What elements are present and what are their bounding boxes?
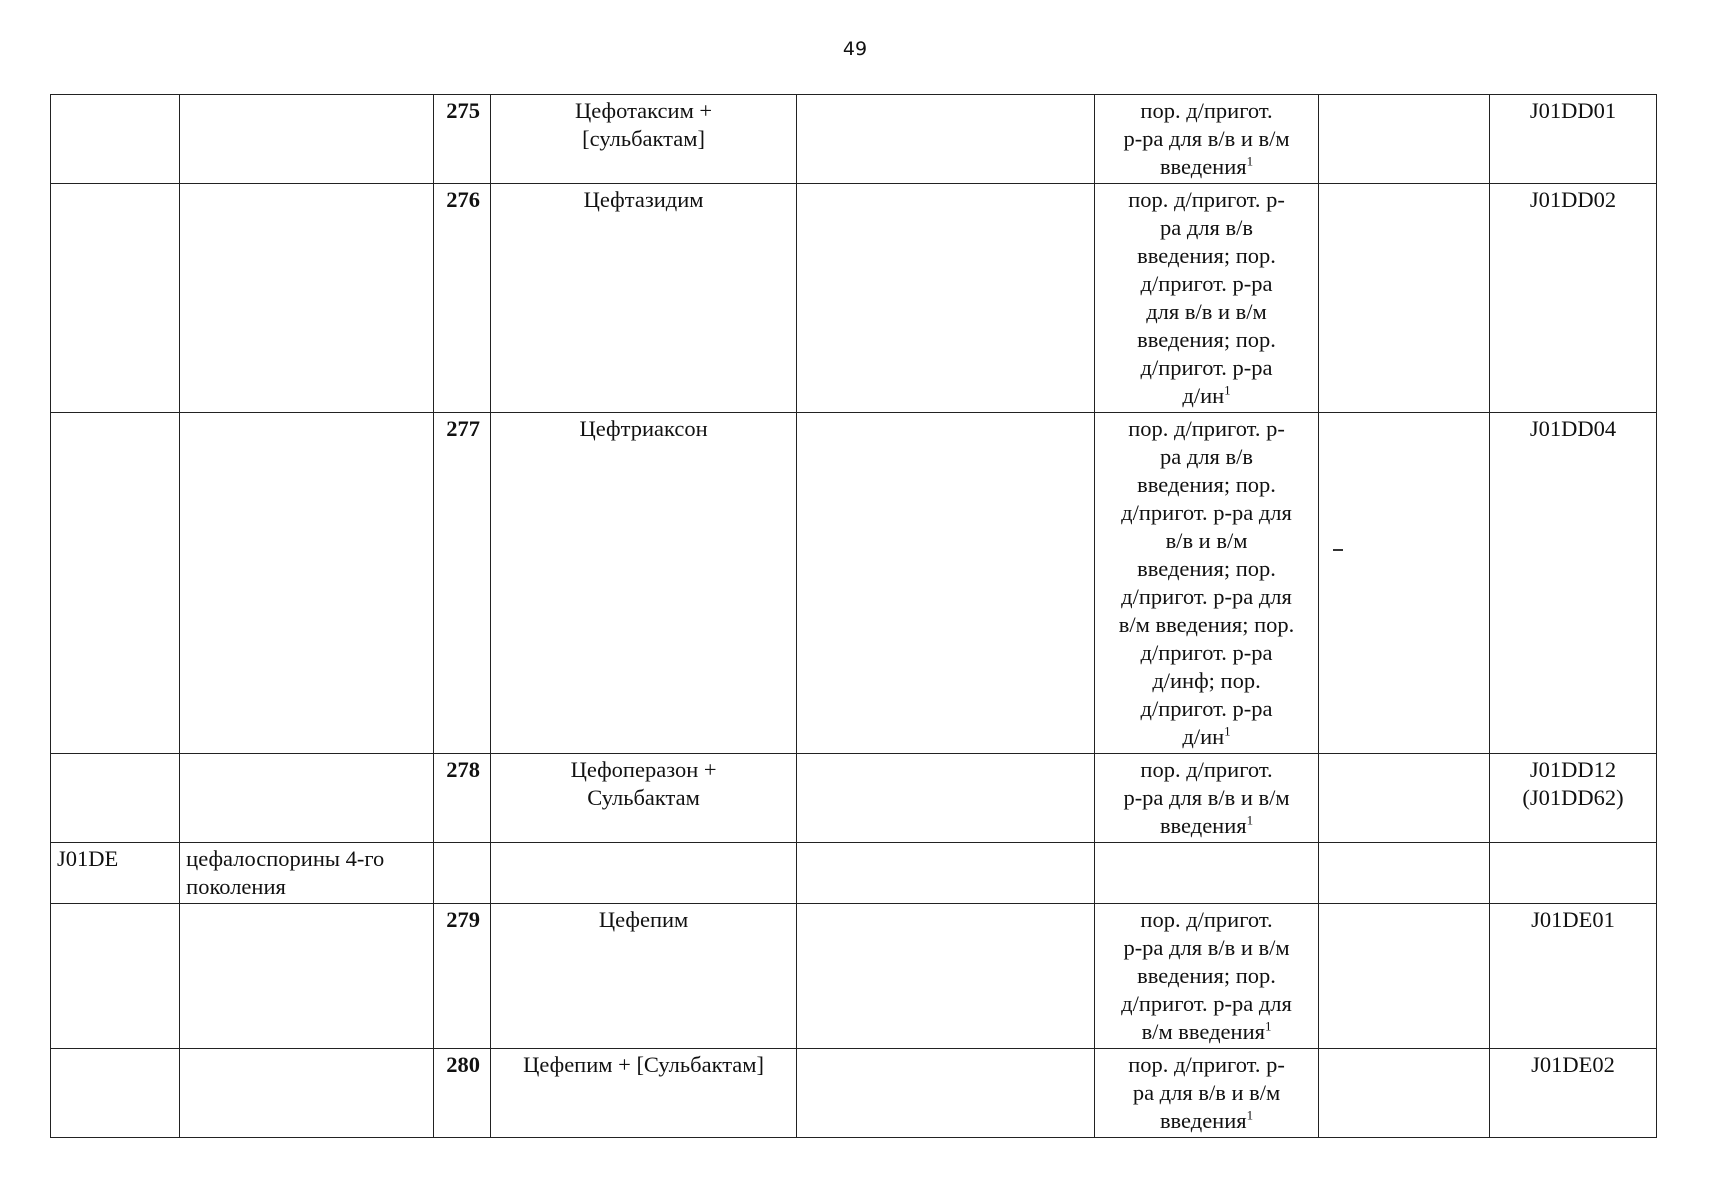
drug-name-text: Цефепим + [Сульбактам] (523, 1052, 765, 1077)
atc-group-name-cell (180, 754, 434, 843)
atc-code-text: J01DD01 (1529, 98, 1617, 123)
atc-group-code-cell (51, 184, 180, 413)
atc-group-code-cell (51, 413, 180, 754)
table-row (51, 1049, 1657, 1138)
item-number-cell (434, 904, 491, 1049)
atc-group-code-text: J01DE (57, 846, 119, 871)
footnote-mark: 1 (1246, 812, 1254, 828)
atc-group-name-cell (180, 95, 434, 184)
atc-code-cell (1490, 904, 1657, 1049)
drug-name-text: Цефтазидим (583, 187, 704, 212)
trade-name-cell (796, 413, 1094, 754)
drug-name-cell (491, 95, 797, 184)
dosage-form-cell (1095, 413, 1319, 754)
item-number-cell (434, 413, 491, 754)
dosage-form-cell (1095, 904, 1319, 1049)
footnote-mark: 1 (1224, 382, 1231, 398)
dosage-form-text: пор. д/пригот. р-ра для в/в и в/м введения (1123, 757, 1290, 838)
item-number-text: 279 (446, 907, 480, 932)
item-number-text: 275 (446, 98, 480, 123)
item-number-text: 277 (446, 416, 480, 441)
drug-name-text: Цефоперазон + Сульбактам (570, 757, 717, 810)
atc-code-cell (1490, 413, 1657, 754)
extra-cell (1318, 1049, 1489, 1138)
item-number-text: 278 (446, 757, 480, 782)
extra-cell (1318, 413, 1489, 754)
drug-name-cell (491, 184, 797, 413)
atc-code-cell (1490, 95, 1657, 184)
table-row (51, 754, 1657, 843)
atc-group-name-cell (180, 1049, 434, 1138)
trade-name-cell (796, 904, 1094, 1049)
table-row (51, 843, 1657, 904)
table-row (51, 904, 1657, 1049)
page-number: 49 (842, 38, 868, 60)
footnote-mark: 1 (1246, 153, 1254, 169)
drug-name-cell (491, 413, 797, 754)
table-row (51, 95, 1657, 184)
atc-group-name-cell (180, 413, 434, 754)
drug-table (50, 94, 1657, 1138)
footnote-mark: 1 (1224, 723, 1231, 739)
item-number-text: 280 (446, 1052, 480, 1077)
dosage-form-cell (1095, 843, 1319, 904)
atc-code-text: J01DD02 (1529, 187, 1617, 212)
drug-name-cell (491, 843, 797, 904)
trade-name-cell (796, 95, 1094, 184)
atc-group-name-text: цефалоспорины 4-го поколения (186, 846, 385, 899)
drug-name-cell (491, 904, 797, 1049)
drug-name-text: Цефтриаксон (579, 416, 708, 441)
item-number-cell (434, 843, 491, 904)
extra-cell (1318, 843, 1489, 904)
atc-code-text: J01DE01 (1531, 907, 1615, 932)
atc-code-text: J01DD04 (1529, 416, 1617, 441)
table-row (51, 184, 1657, 413)
item-number-text: 276 (446, 187, 480, 212)
dosage-form-text: пор. д/пригот. р- ра для в/в и в/м введения (1128, 1052, 1285, 1133)
atc-group-code-cell (51, 754, 180, 843)
atc-group-code-cell (51, 843, 180, 904)
atc-code-cell (1490, 184, 1657, 413)
trade-name-cell (796, 184, 1094, 413)
table-body (51, 95, 1657, 1138)
dosage-form-cell (1095, 754, 1319, 843)
trade-name-cell (796, 843, 1094, 904)
extra-cell (1318, 184, 1489, 413)
drug-name-cell (491, 1049, 797, 1138)
footnote-mark: 1 (1264, 1018, 1272, 1034)
atc-group-code-cell (51, 95, 180, 184)
atc-code-cell (1490, 1049, 1657, 1138)
atc-group-code-cell (51, 1049, 180, 1138)
dosage-form-cell (1095, 184, 1319, 413)
item-number-cell (434, 754, 491, 843)
drug-name-text: Цефепим (598, 907, 689, 932)
table-row (51, 413, 1657, 754)
dosage-form-cell (1095, 95, 1319, 184)
atc-group-name-cell (180, 843, 434, 904)
dash-mark (1333, 549, 1343, 551)
atc-code-cell (1490, 754, 1657, 843)
drug-name-text: Цефотаксим + [сульбактам] (575, 98, 713, 151)
dosage-form-text: пор. д/пригот. р-ра для в/в и в/м введения; пор. д/пригот. р-ра для в/м введения (1121, 907, 1292, 1044)
atc-group-name-cell (180, 184, 434, 413)
item-number-cell (434, 1049, 491, 1138)
atc-group-name-cell (180, 904, 434, 1049)
item-number-cell (434, 95, 491, 184)
atc-group-code-cell (51, 904, 180, 1049)
atc-code-text: J01DD12 (J01DD62) (1522, 757, 1624, 810)
item-number-cell (434, 184, 491, 413)
extra-cell (1318, 754, 1489, 843)
trade-name-cell (796, 1049, 1094, 1138)
extra-cell (1318, 904, 1489, 1049)
dosage-form-text: пор. д/пригот. р-ра для в/в и в/м введения (1123, 98, 1290, 179)
extra-cell (1318, 95, 1489, 184)
footnote-mark: 1 (1246, 1107, 1254, 1123)
dosage-form-text: пор. д/пригот. р- ра для в/в введения; пор. д/пригот. р-ра для в/в и в/м введения; пор. д/пригот. р-ра для в/м введения; пор. д/пригот. р-ра д/инф; пор. д/пригот. р-ра д/ин (1118, 416, 1295, 749)
dosage-form-cell (1095, 1049, 1319, 1138)
atc-code-cell (1490, 843, 1657, 904)
atc-code-text: J01DE02 (1531, 1052, 1615, 1077)
drug-name-cell (491, 754, 797, 843)
dosage-form-text: пор. д/пригот. р- ра для в/в введения; пор. д/пригот. р-ра для в/в и в/м введения; пор. д/пригот. р-ра д/ин (1128, 187, 1285, 408)
trade-name-cell (796, 754, 1094, 843)
